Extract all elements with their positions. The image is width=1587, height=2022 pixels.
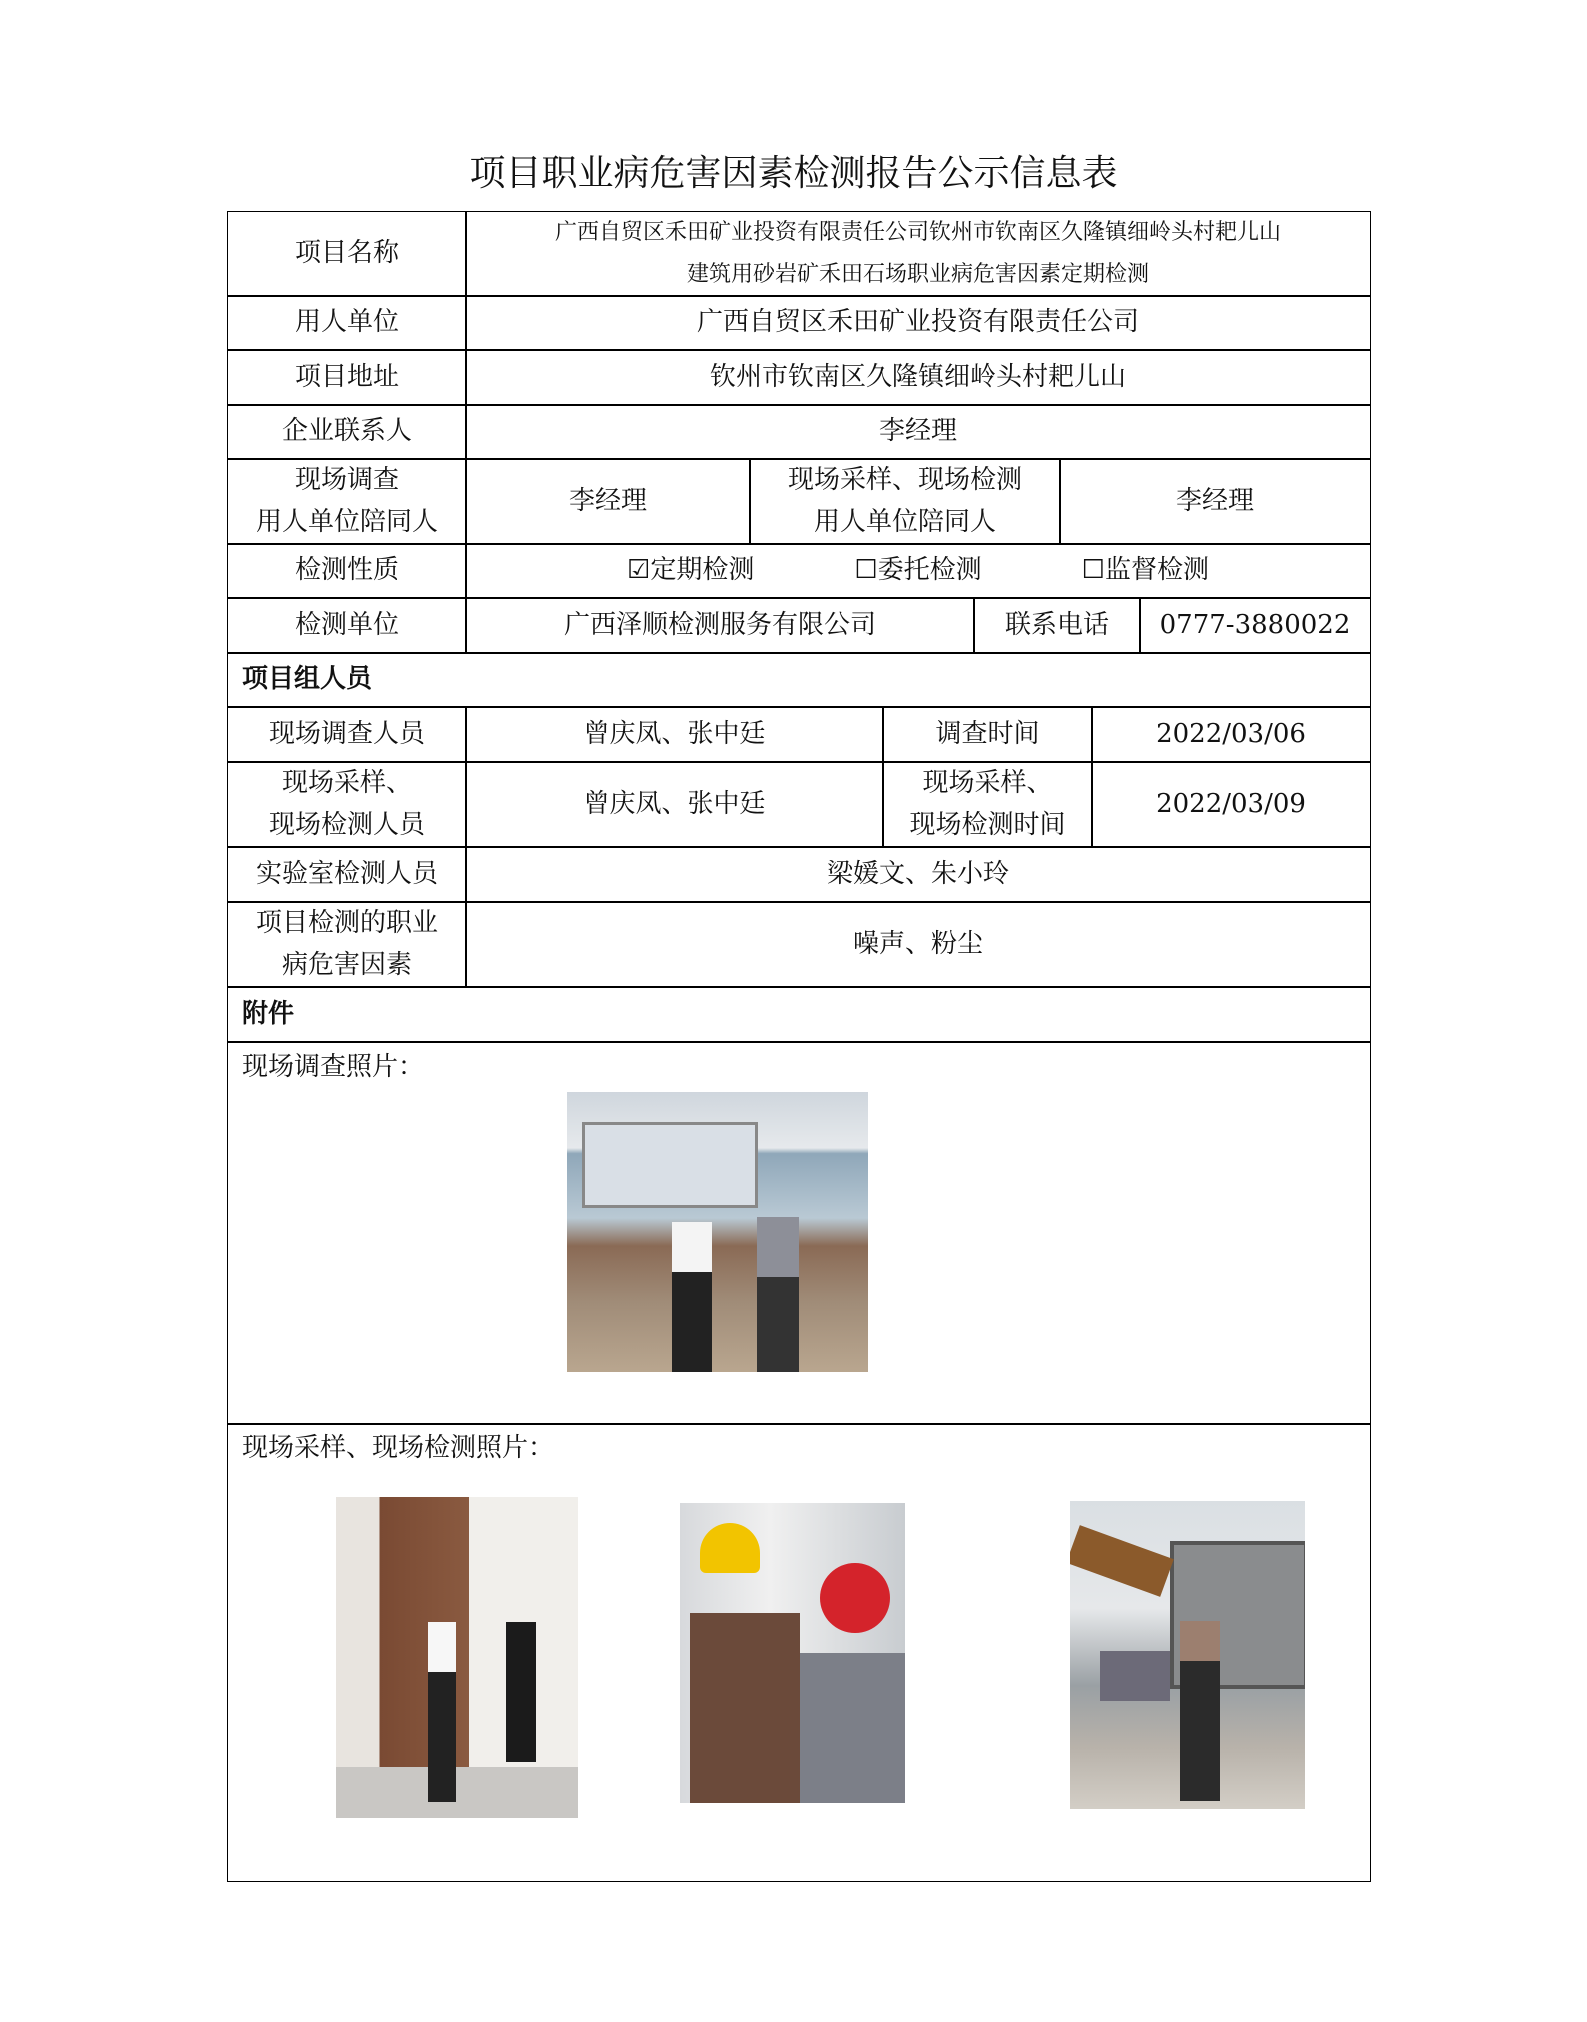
sampling-photo-3 <box>1070 1501 1305 1809</box>
sampling-time-label-line2: 现场检测时间 <box>909 809 1066 840</box>
lab-label: 检测单位 <box>227 597 467 654</box>
hazards-label <box>227 901 467 988</box>
hazards-value: 噪声、粉尘 <box>465 901 1371 988</box>
sampling-escort-label <box>749 458 1061 545</box>
survey-escort-value: 李经理 <box>465 458 751 545</box>
sampling-escort-label-line1: 现场采样、现场检测 <box>787 464 1022 495</box>
project-name-value <box>465 211 1371 297</box>
survey-escort-label-line2: 用人单位陪同人 <box>255 506 438 537</box>
surveyors-value: 曾庆凤、张中廷 <box>465 706 884 763</box>
sampling-photo-2 <box>680 1503 905 1803</box>
survey-photo <box>567 1092 868 1372</box>
sampling-time-value: 2022/03/09 <box>1091 761 1371 848</box>
hazards-label-line2: 病危害因素 <box>281 949 412 980</box>
sampling-photos-label: 现场采样、现场检测照片： <box>242 1433 555 1463</box>
survey-time-label: 调查时间 <box>882 706 1093 763</box>
address-label: 项目地址 <box>227 349 467 406</box>
phone-label: 联系电话 <box>973 597 1141 654</box>
sampling-escort-label-line2: 用人单位陪同人 <box>813 506 996 537</box>
lab-staff-label: 实验室检测人员 <box>227 846 467 903</box>
sampling-time-label-line1: 现场采样、 <box>922 767 1053 798</box>
sampling-photo-1 <box>336 1497 578 1818</box>
project-name-line1: 广西自贸区禾田矿业投资有限责任公司钦州市钦南区久隆镇细岭头村耙儿山 <box>554 220 1281 246</box>
survey-photos-label: 现场调查照片： <box>242 1052 425 1082</box>
hazards-label-line1: 项目检测的职业 <box>255 907 438 938</box>
survey-escort-label-line1: 现场调查 <box>294 464 399 495</box>
project-name-label: 项目名称 <box>227 211 467 297</box>
employer-value: 广西自贸区禾田矿业投资有限责任公司 <box>465 295 1371 351</box>
employer-label: 用人单位 <box>227 295 467 351</box>
sampling-time-label <box>882 761 1093 848</box>
survey-time-value: 2022/03/06 <box>1091 706 1371 763</box>
nature-label: 检测性质 <box>227 543 467 599</box>
lab-value: 广西泽顺检测服务有限公司 <box>465 597 975 654</box>
lab-staff-value: 梁媛文、朱小玲 <box>465 846 1371 903</box>
samplers-label-line2: 现场检测人员 <box>268 809 425 840</box>
surveyors-label: 现场调查人员 <box>227 706 467 763</box>
samplers-label <box>227 761 467 848</box>
phone-value: 0777-3880022 <box>1139 597 1371 654</box>
checkbox-periodic[interactable]: ☑定期检测 <box>627 555 755 586</box>
checkbox-supervisory[interactable]: ☐监督检测 <box>1081 555 1209 586</box>
attachment-header: 附件 <box>227 986 1371 1043</box>
team-header: 项目组人员 <box>227 652 1371 708</box>
nature-options <box>465 543 1371 599</box>
checkbox-commissioned[interactable]: ☐委托检测 <box>854 555 982 586</box>
contact-label: 企业联系人 <box>227 404 467 460</box>
contact-value: 李经理 <box>465 404 1371 460</box>
samplers-label-line1: 现场采样、 <box>281 767 412 798</box>
project-name-line2: 建筑用砂岩矿禾田石场职业病危害因素定期检测 <box>686 262 1149 287</box>
page-title: 项目职业病危害因素检测报告公示信息表 <box>469 153 1118 194</box>
samplers-value: 曾庆凤、张中廷 <box>465 761 884 848</box>
survey-escort-label <box>227 458 467 545</box>
address-value: 钦州市钦南区久隆镇细岭头村耙儿山 <box>465 349 1371 406</box>
sampling-escort-value: 李经理 <box>1059 458 1371 545</box>
